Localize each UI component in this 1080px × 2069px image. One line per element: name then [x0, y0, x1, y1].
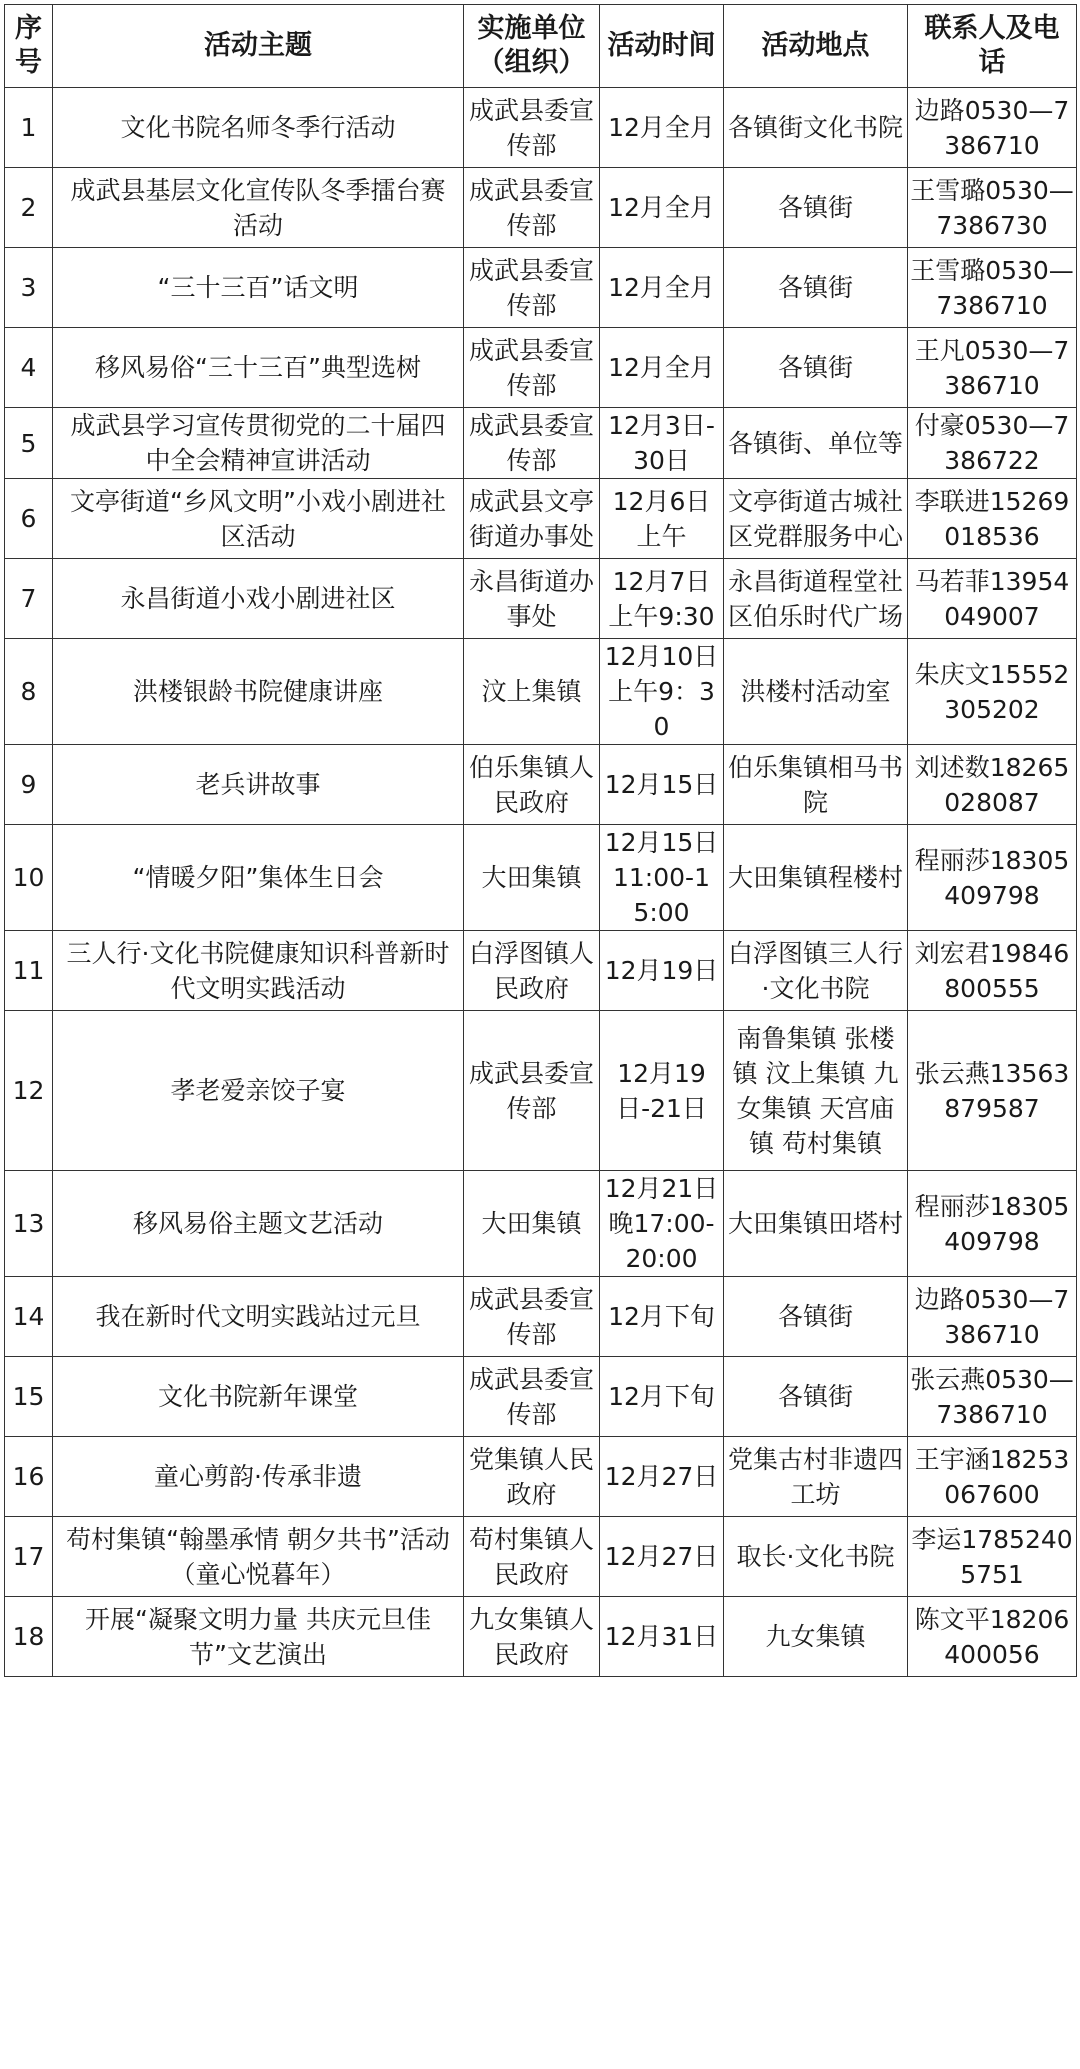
- cell-contact: 王雪璐0530—7386710: [908, 248, 1077, 328]
- cell-place: 文亭街道古城社区党群服务中心: [724, 479, 908, 559]
- cell-contact: 李联进15269018536: [908, 479, 1077, 559]
- cell-contact: 王宇涵18253067600: [908, 1437, 1077, 1517]
- cell-time: 12月19日: [600, 931, 724, 1011]
- cell-unit: 成武县委宣传部: [464, 328, 600, 408]
- cell-unit: 九女集镇人民政府: [464, 1597, 600, 1677]
- cell-theme: 孝老爱亲饺子宴: [53, 1011, 464, 1171]
- cell-place: 各镇街: [724, 328, 908, 408]
- cell-place: 各镇街: [724, 1357, 908, 1437]
- cell-no: 2: [5, 168, 53, 248]
- cell-time: 12月7日上午9:30: [600, 559, 724, 639]
- cell-contact: 刘宏君19846800555: [908, 931, 1077, 1011]
- cell-theme: 移风易俗主题文艺活动: [53, 1171, 464, 1277]
- cell-time: 12月全月: [600, 328, 724, 408]
- cell-place: 九女集镇: [724, 1597, 908, 1677]
- table-row: [5, 168, 1077, 248]
- cell-no: 13: [5, 1171, 53, 1277]
- table-row: [5, 1277, 1077, 1357]
- cell-no: 9: [5, 745, 53, 825]
- cell-theme: 文化书院名师冬季行活动: [53, 88, 464, 168]
- cell-theme: 文亭街道“乡风文明”小戏小剧进社区活动: [53, 479, 464, 559]
- table-row: [5, 479, 1077, 559]
- cell-unit: 白浮图镇人民政府: [464, 931, 600, 1011]
- cell-place: 白浮图镇三人行·文化书院: [724, 931, 908, 1011]
- cell-time: 12月21日晚17:00-20:00: [600, 1171, 724, 1277]
- cell-place: 洪楼村活动室: [724, 639, 908, 745]
- cell-no: 14: [5, 1277, 53, 1357]
- cell-no: 1: [5, 88, 53, 168]
- cell-no: 16: [5, 1437, 53, 1517]
- activity-schedule-table-wrapper: [4, 4, 1077, 1677]
- table-row: [5, 639, 1077, 745]
- cell-theme: 苟村集镇“翰墨承情 朝夕共书”活动（童心悦暮年）: [53, 1517, 464, 1597]
- cell-theme: 三人行·文化书院健康知识科普新时代文明实践活动: [53, 931, 464, 1011]
- cell-unit: 成武县委宣传部: [464, 408, 600, 479]
- cell-place: 各镇街: [724, 1277, 908, 1357]
- cell-no: 5: [5, 408, 53, 479]
- cell-theme: “三十三百”话文明: [53, 248, 464, 328]
- cell-time: 12月15日11:00-15:00: [600, 825, 724, 931]
- cell-unit: 成武县委宣传部: [464, 168, 600, 248]
- cell-place: 伯乐集镇相马书院: [724, 745, 908, 825]
- header-row: [5, 5, 1077, 88]
- cell-place: 各镇街: [724, 168, 908, 248]
- cell-unit: 成武县委宣传部: [464, 1357, 600, 1437]
- header-theme: 活动主题: [53, 5, 464, 88]
- cell-unit: 成武县委宣传部: [464, 1011, 600, 1171]
- cell-contact: 边路0530—7386710: [908, 88, 1077, 168]
- cell-contact: 李运17852405751: [908, 1517, 1077, 1597]
- cell-time: 12月下旬: [600, 1357, 724, 1437]
- table-row: [5, 408, 1077, 479]
- cell-unit: 大田集镇: [464, 825, 600, 931]
- cell-theme: 永昌街道小戏小剧进社区: [53, 559, 464, 639]
- cell-contact: 王雪璐0530—7386730: [908, 168, 1077, 248]
- cell-time: 12月15日: [600, 745, 724, 825]
- header-no: 序号: [5, 5, 53, 88]
- cell-time: 12月31日: [600, 1597, 724, 1677]
- cell-theme: 成武县基层文化宣传队冬季擂台赛活动: [53, 168, 464, 248]
- cell-contact: 张云燕0530—7386710: [908, 1357, 1077, 1437]
- table-row: [5, 931, 1077, 1011]
- cell-theme: “情暖夕阳”集体生日会: [53, 825, 464, 931]
- table-row: [5, 1517, 1077, 1597]
- cell-unit: 成武县委宣传部: [464, 88, 600, 168]
- cell-time: 12月3日-30日: [600, 408, 724, 479]
- cell-theme: 童心剪韵·传承非遗: [53, 1437, 464, 1517]
- cell-time: 12月27日: [600, 1437, 724, 1517]
- header-place: 活动地点: [724, 5, 908, 88]
- cell-no: 4: [5, 328, 53, 408]
- cell-no: 11: [5, 931, 53, 1011]
- cell-unit: 永昌街道办事处: [464, 559, 600, 639]
- table-row: [5, 328, 1077, 408]
- cell-time: 12月10日上午9：30: [600, 639, 724, 745]
- cell-time: 12月全月: [600, 168, 724, 248]
- cell-place: 大田集镇程楼村: [724, 825, 908, 931]
- cell-contact: 程丽莎18305409798: [908, 1171, 1077, 1277]
- cell-theme: 洪楼银龄书院健康讲座: [53, 639, 464, 745]
- cell-contact: 陈文平18206400056: [908, 1597, 1077, 1677]
- cell-theme: 老兵讲故事: [53, 745, 464, 825]
- cell-time: 12月27日: [600, 1517, 724, 1597]
- cell-unit: 党集镇人民政府: [464, 1437, 600, 1517]
- cell-unit: 汶上集镇: [464, 639, 600, 745]
- cell-place: 各镇街文化书院: [724, 88, 908, 168]
- activity-schedule-table: [4, 4, 1077, 1677]
- table-row: [5, 1171, 1077, 1277]
- cell-contact: 程丽莎18305409798: [908, 825, 1077, 931]
- cell-contact: 边路0530—7386710: [908, 1277, 1077, 1357]
- cell-unit: 成武县委宣传部: [464, 248, 600, 328]
- cell-place: 大田集镇田塔村: [724, 1171, 908, 1277]
- cell-theme: 移风易俗“三十三百”典型选树: [53, 328, 464, 408]
- cell-no: 8: [5, 639, 53, 745]
- header-contact: 联系人及电话: [908, 5, 1077, 88]
- cell-no: 3: [5, 248, 53, 328]
- table-row: [5, 825, 1077, 931]
- cell-place: 永昌街道程堂社区伯乐时代广场: [724, 559, 908, 639]
- cell-contact: 刘述数18265028087: [908, 745, 1077, 825]
- cell-unit: 成武县委宣传部: [464, 1277, 600, 1357]
- cell-no: 17: [5, 1517, 53, 1597]
- cell-unit: 伯乐集镇人民政府: [464, 745, 600, 825]
- cell-no: 6: [5, 479, 53, 559]
- cell-unit: 苟村集镇人民政府: [464, 1517, 600, 1597]
- cell-contact: 张云燕13563879587: [908, 1011, 1077, 1171]
- cell-place: 取长·文化书院: [724, 1517, 908, 1597]
- cell-theme: 开展“凝聚文明力量 共庆元旦佳节”文艺演出: [53, 1597, 464, 1677]
- cell-contact: 王凡0530—7386710: [908, 328, 1077, 408]
- cell-theme: 文化书院新年课堂: [53, 1357, 464, 1437]
- table-row: [5, 1357, 1077, 1437]
- cell-no: 7: [5, 559, 53, 639]
- cell-no: 18: [5, 1597, 53, 1677]
- cell-theme: 成武县学习宣传贯彻党的二十届四中全会精神宣讲活动: [53, 408, 464, 479]
- cell-time: 12月下旬: [600, 1277, 724, 1357]
- table-row: [5, 1437, 1077, 1517]
- table-row: [5, 1011, 1077, 1171]
- cell-time: 12月全月: [600, 88, 724, 168]
- table-body: [5, 88, 1077, 1677]
- cell-contact: 马若菲13954049007: [908, 559, 1077, 639]
- cell-no: 12: [5, 1011, 53, 1171]
- cell-contact: 付豪0530—7386722: [908, 408, 1077, 479]
- cell-time: 12月全月: [600, 248, 724, 328]
- cell-time: 12月6日上午: [600, 479, 724, 559]
- cell-place: 各镇街、单位等: [724, 408, 908, 479]
- table-row: [5, 559, 1077, 639]
- header-time: 活动时间: [600, 5, 724, 88]
- cell-place: 各镇街: [724, 248, 908, 328]
- cell-no: 15: [5, 1357, 53, 1437]
- cell-time: 12月19日-21日: [600, 1011, 724, 1171]
- table-row: [5, 248, 1077, 328]
- cell-contact: 朱庆文15552305202: [908, 639, 1077, 745]
- cell-theme: 我在新时代文明实践站过元旦: [53, 1277, 464, 1357]
- cell-no: 10: [5, 825, 53, 931]
- table-row: [5, 745, 1077, 825]
- cell-unit: 成武县文亭街道办事处: [464, 479, 600, 559]
- header-unit: 实施单位（组织）: [464, 5, 600, 88]
- cell-place: 南鲁集镇 张楼镇 汶上集镇 九女集镇 天宫庙镇 苟村集镇: [724, 1011, 908, 1171]
- cell-place: 党集古村非遗四工坊: [724, 1437, 908, 1517]
- cell-unit: 大田集镇: [464, 1171, 600, 1277]
- table-row: [5, 88, 1077, 168]
- table-row: [5, 1597, 1077, 1677]
